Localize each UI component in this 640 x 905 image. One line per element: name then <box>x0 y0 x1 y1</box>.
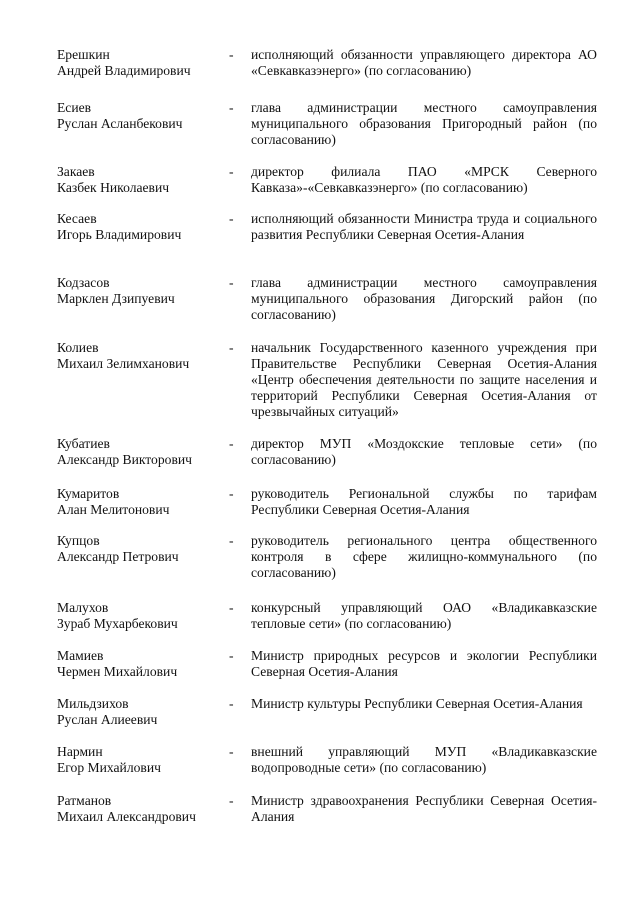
dash-separator: - <box>229 340 234 355</box>
dash-separator: - <box>229 793 234 808</box>
given-names: Марклен Дзипуевич <box>57 291 175 306</box>
member-name <box>57 533 227 565</box>
member-role: исполняющий обязанности Министра труда и социального развития Республики Северная Осетия-Алания <box>251 211 597 242</box>
dash-separator: - <box>229 275 234 290</box>
surname: Малухов <box>57 600 109 615</box>
dash-separator: - <box>229 47 234 62</box>
given-names: Александр Викторович <box>57 452 192 467</box>
member-role: глава администрации местного самоуправления муниципального образования Пригородный район (по согласованию) <box>251 100 597 147</box>
member-name <box>57 744 227 776</box>
given-names: Михаил Зелимханович <box>57 356 190 371</box>
dash-separator: - <box>229 486 234 501</box>
dash-separator: - <box>229 533 234 548</box>
given-names: Руслан Алиеевич <box>57 712 158 727</box>
dash-separator: - <box>229 696 234 711</box>
member-role: Министр природных ресурсов и экологии Республики Северная Осетия-Алания <box>251 648 597 679</box>
member-name <box>57 600 227 632</box>
member-name <box>57 47 227 79</box>
given-names: Игорь Владимирович <box>57 227 182 242</box>
surname: Есиев <box>57 100 92 115</box>
member-name <box>57 486 227 518</box>
surname: Кодзасов <box>57 275 110 290</box>
member-name <box>57 100 227 132</box>
given-names: Чермен Михайлович <box>57 664 178 679</box>
member-role: руководитель Региональной службы по тарифам Республики Северная Осетия-Алания <box>251 486 597 517</box>
member-name <box>57 211 227 243</box>
member-role: исполняющий обязанности управляющего директора АО «Севкавказэнерго» (по согласованию) <box>251 47 597 78</box>
given-names: Казбек Николаевич <box>57 180 170 195</box>
member-role: директор МУП «Моздокские тепловые сети» (по согласованию) <box>251 436 597 467</box>
given-names: Зураб Мухарбекович <box>57 616 178 631</box>
member-name <box>57 696 227 728</box>
dash-separator: - <box>229 648 234 663</box>
given-names: Андрей Владимирович <box>57 63 191 78</box>
member-name <box>57 340 227 372</box>
surname: Мильдзихов <box>57 696 129 711</box>
surname: Нармин <box>57 744 103 759</box>
surname: Мамиев <box>57 648 104 663</box>
surname: Ратманов <box>57 793 112 808</box>
given-names: Александр Петрович <box>57 549 179 564</box>
dash-separator: - <box>229 744 234 759</box>
member-role: начальник Государственного казенного учреждения при Правительстве Республики Северная Осетия-Алания «Центр обеспечения деятельности по защите населения и территорий Республики Северная Осетия-Алания от чрезвычайных ситуаций» <box>251 340 597 419</box>
given-names: Руслан Асланбекович <box>57 116 183 131</box>
member-name <box>57 436 227 468</box>
dash-separator: - <box>229 211 234 226</box>
surname: Кумаритов <box>57 486 120 501</box>
member-name <box>57 648 227 680</box>
member-role: глава администрации местного самоуправления муниципального образования Дигорский район (по согласованию) <box>251 275 597 322</box>
member-name <box>57 275 227 307</box>
surname: Колиев <box>57 340 99 355</box>
member-role: конкурсный управляющий ОАО «Владикавказские тепловые сети» (по согласованию) <box>251 600 597 631</box>
given-names: Егор Михайлович <box>57 760 161 775</box>
member-name <box>57 793 227 825</box>
given-names: Алан Мелитонович <box>57 502 170 517</box>
surname: Купцов <box>57 533 100 548</box>
dash-separator: - <box>229 100 234 115</box>
surname: Ерешкин <box>57 47 110 62</box>
surname: Кубатиев <box>57 436 110 451</box>
surname: Кесаев <box>57 211 97 226</box>
member-role: внешний управляющий МУП «Владикавказские водопроводные сети» (по согласованию) <box>251 744 597 775</box>
member-role: Министр культуры Республики Северная Осетия-Алания <box>251 696 583 711</box>
member-role: директор филиала ПАО «МРСК Северного Кавказа»-«Севкавказэнерго» (по согласованию) <box>251 164 597 195</box>
dash-separator: - <box>229 164 234 179</box>
member-role: Министр здравоохранения Республики Северная Осетия-Алания <box>251 793 597 824</box>
surname: Закаев <box>57 164 95 179</box>
dash-separator: - <box>229 600 234 615</box>
member-name <box>57 164 227 196</box>
member-role: руководитель регионального центра общественного контроля в сфере жилищно-коммунального (по согласованию) <box>251 533 597 580</box>
given-names: Михаил Александрович <box>57 809 196 824</box>
dash-separator: - <box>229 436 234 451</box>
